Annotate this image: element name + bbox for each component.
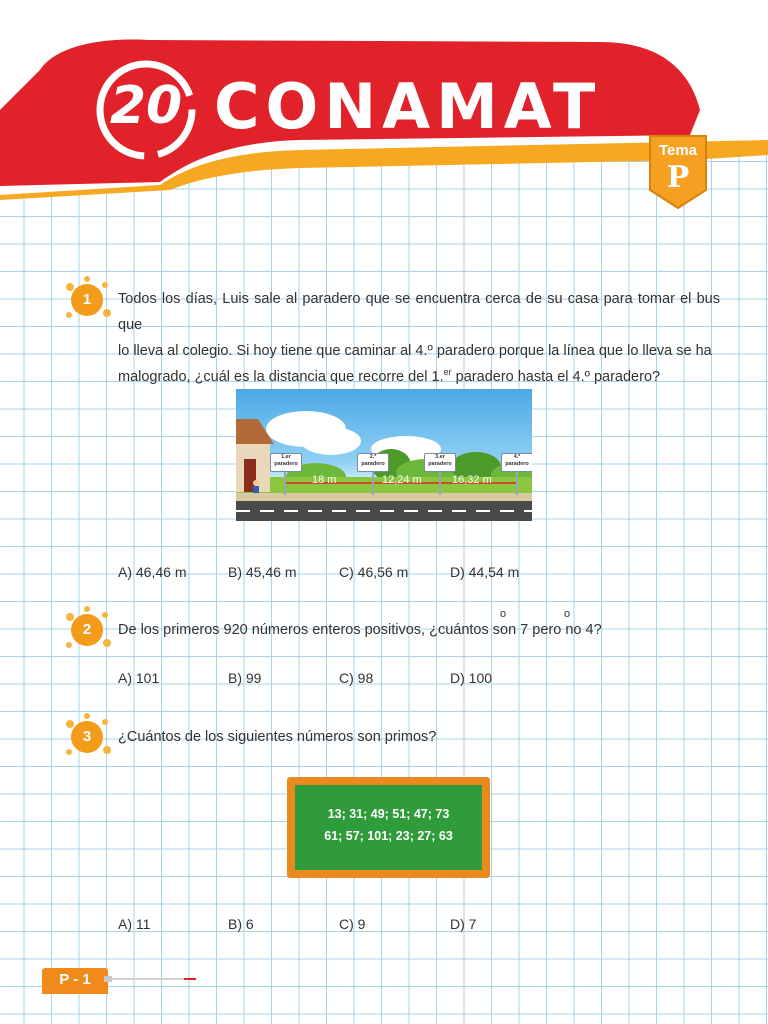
option-c[interactable]: C) 98 [339, 670, 374, 686]
sign-word: paradero [428, 461, 452, 467]
question-2-text-c: ? [593, 622, 602, 638]
brand-number: 20 [109, 76, 183, 136]
bus-stop-sign [424, 453, 456, 472]
option-b[interactable]: B) 99 [228, 670, 262, 686]
sign-word: paradero [361, 461, 385, 467]
header-banner [0, 0, 768, 200]
page-number: P - 1 [59, 971, 91, 988]
question-number: 1 [82, 291, 92, 308]
pencil-icon [104, 973, 204, 985]
question-1-line-3 [118, 364, 720, 391]
superscript-er: er [443, 367, 452, 377]
option-d[interactable]: D) 44,54 m [450, 564, 520, 580]
sign-ordinal: 3.er [435, 454, 445, 460]
option-d[interactable]: D) 7 [450, 916, 477, 932]
distance-label: 18 m [312, 474, 337, 486]
sign-ordinal: 4.º [513, 454, 521, 460]
multiple-of-4: 4 [585, 622, 594, 638]
board-line-1: 13; 31; 49; 51; 47; 73 [327, 807, 450, 821]
sign-word: paradero [505, 461, 529, 467]
distance-label: 12,24 m [382, 474, 422, 486]
question-1-line-1: Todos los días, Luis sale al paradero que se encuentra cerca de su casa para tomar el bus que [118, 291, 720, 333]
question-1-line-3b: paradero hasta el 4.º paradero? [451, 369, 661, 385]
bus-stop-pole [372, 469, 374, 495]
bus-stop-pole [439, 469, 441, 495]
blackboard-surface [295, 785, 482, 870]
option-a[interactable]: A) 46,46 m [118, 564, 187, 580]
distance-label: 16,32 m [452, 474, 492, 486]
question-number-badge [60, 273, 114, 327]
question-1-text [118, 286, 720, 391]
sign-ordinal: 1.er [281, 454, 291, 460]
sign-word: paradero [274, 461, 298, 467]
option-b[interactable]: B) 45,46 m [228, 564, 297, 580]
question-3-text: ¿Cuántos de los siguientes números son primos? [118, 729, 437, 745]
question-2-text [118, 617, 720, 643]
bus-stop-pole [284, 469, 286, 495]
option-b[interactable]: B) 6 [228, 916, 254, 932]
blackboard [287, 777, 490, 878]
sign-ordinal: 2.º [369, 454, 377, 460]
tema-letter: P [666, 160, 690, 195]
option-a[interactable]: A) 101 [118, 670, 160, 686]
multiple-symbol: o [500, 608, 507, 620]
option-c[interactable]: C) 9 [339, 916, 366, 932]
option-d[interactable]: D) 100 [450, 670, 493, 686]
multiple-symbol: o [564, 608, 571, 620]
option-c[interactable]: C) 46,56 m [339, 564, 409, 580]
question-1-line-2: lo lleva al colegio. Si hoy tiene que caminar al 4.º paradero porque la línea que lo lleva se ha [118, 343, 712, 359]
option-a[interactable]: A) 11 [118, 916, 151, 932]
tema-badge [646, 132, 710, 210]
tema-label: Tema [658, 142, 698, 159]
question-number: 2 [82, 621, 92, 638]
bus-stop-sign [357, 453, 389, 472]
bus-stop-illustration [236, 389, 532, 521]
question-2-text-a: De los primeros 920 números enteros positivos, ¿cuántos son [118, 622, 521, 638]
question-2-text-b: pero no [528, 622, 586, 638]
multiple-of-7: 7 [520, 622, 529, 638]
question-1-line-3a: malogrado, ¿cuál es la distancia que recorre del 1. [118, 369, 444, 385]
board-line-2: 61; 57; 101; 23; 27; 63 [324, 829, 453, 843]
bus-stop-pole [516, 469, 518, 495]
bus-stop-sign [501, 453, 532, 472]
brand-name: CONAMAT [214, 70, 602, 143]
bus-stop-sign [270, 453, 302, 472]
page-number-tab [42, 968, 108, 994]
question-number: 3 [82, 728, 92, 745]
question-number-badge [60, 603, 114, 657]
question-number-badge [60, 710, 114, 764]
